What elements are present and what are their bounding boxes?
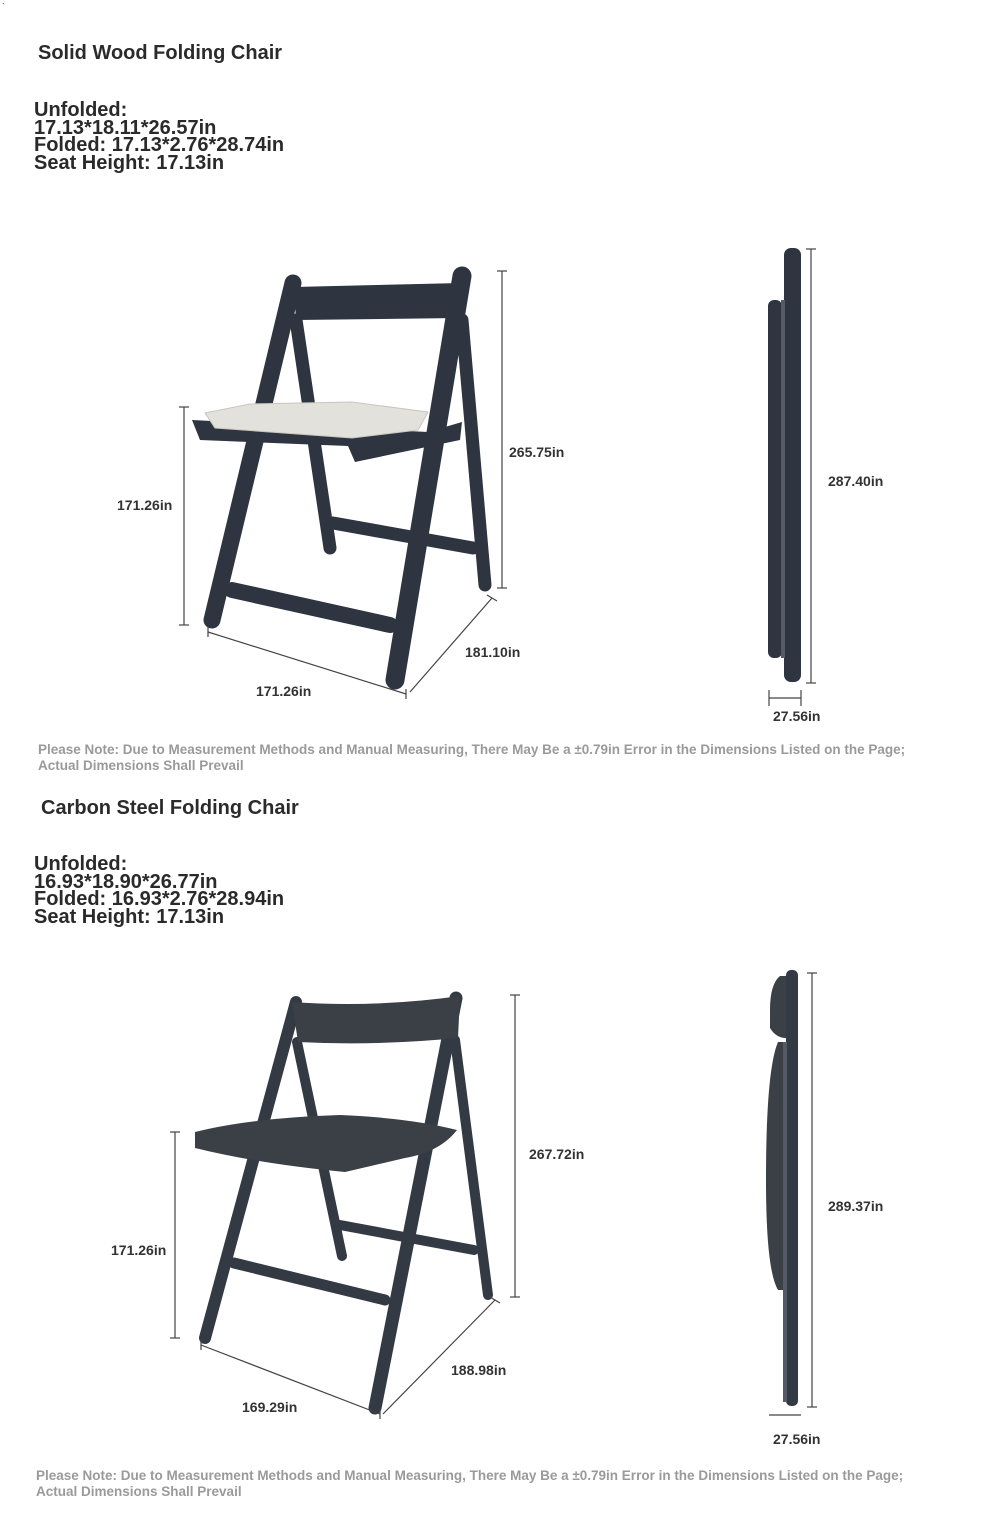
note-line-1: Please Note: Due to Measurement Methods and Manual Measuring, There May Be a ±0.79in Error in the Dimensions Listed on the Page; bbox=[36, 1468, 904, 1483]
dim-width: 171.26in bbox=[256, 683, 312, 699]
measurement-note bbox=[38, 742, 905, 774]
dim-folded-height: 289.37in bbox=[828, 1198, 884, 1214]
dim-seat-height: 171.26in bbox=[117, 497, 173, 513]
carbon-steel-section bbox=[0, 780, 1000, 1521]
note-line-1: Please Note: Due to Measurement Methods and Manual Measuring, There May Be a ±0.79in Error in the Dimensions Listed on the Page; bbox=[38, 742, 906, 757]
dim-folded-thickness: 27.56in bbox=[773, 1431, 821, 1447]
spec-unfolded-label: Unfolded: bbox=[34, 99, 128, 121]
spec-folded: Folded: 16.93*2.76*28.94in bbox=[34, 888, 285, 910]
section-title: Solid Wood Folding Chair bbox=[38, 42, 283, 64]
spec-unfolded-value: 16.93*18.90*26.77in bbox=[34, 870, 218, 893]
spec-seat-height: Seat Height: 17.13in bbox=[34, 151, 225, 174]
dim-depth: 181.10in bbox=[465, 644, 521, 660]
dim-folded-thickness: 27.56in bbox=[773, 708, 821, 724]
dim-depth: 188.98in bbox=[451, 1362, 507, 1378]
steel-dimension-lines bbox=[170, 973, 817, 1419]
dim-height: 265.75in bbox=[509, 444, 565, 460]
dim-height: 267.72in bbox=[529, 1146, 585, 1162]
wood-chair-folded-icon bbox=[768, 248, 801, 682]
spec-unfolded-value: 17.13*18.11*26.57in bbox=[34, 116, 217, 139]
note-line-2: Actual Dimensions Shall Prevail bbox=[38, 758, 244, 773]
steel-chair-folded-icon bbox=[766, 970, 798, 1406]
spec-folded: Folded: 17.13*2.76*28.74in bbox=[34, 134, 285, 156]
measurement-note bbox=[36, 1468, 903, 1500]
steel-chair-unfolded-icon bbox=[195, 996, 488, 1408]
dim-seat-height: 171.26in bbox=[111, 1242, 167, 1258]
note-line-2: Actual Dimensions Shall Prevail bbox=[36, 1484, 242, 1499]
spec-unfolded-label: Unfolded: bbox=[34, 853, 128, 875]
steel-chair-illustration bbox=[0, 780, 1000, 1521]
dim-folded-height: 287.40in bbox=[828, 473, 884, 489]
wood-chair-unfolded-icon bbox=[192, 276, 485, 680]
section-title: Carbon Steel Folding Chair bbox=[41, 797, 299, 819]
wood-dimension-lines bbox=[179, 249, 816, 706]
dim-width: 169.29in bbox=[242, 1399, 298, 1415]
corner-mark: ` bbox=[2, 2, 5, 12]
spec-seat-height: Seat Height: 17.13in bbox=[34, 905, 225, 928]
